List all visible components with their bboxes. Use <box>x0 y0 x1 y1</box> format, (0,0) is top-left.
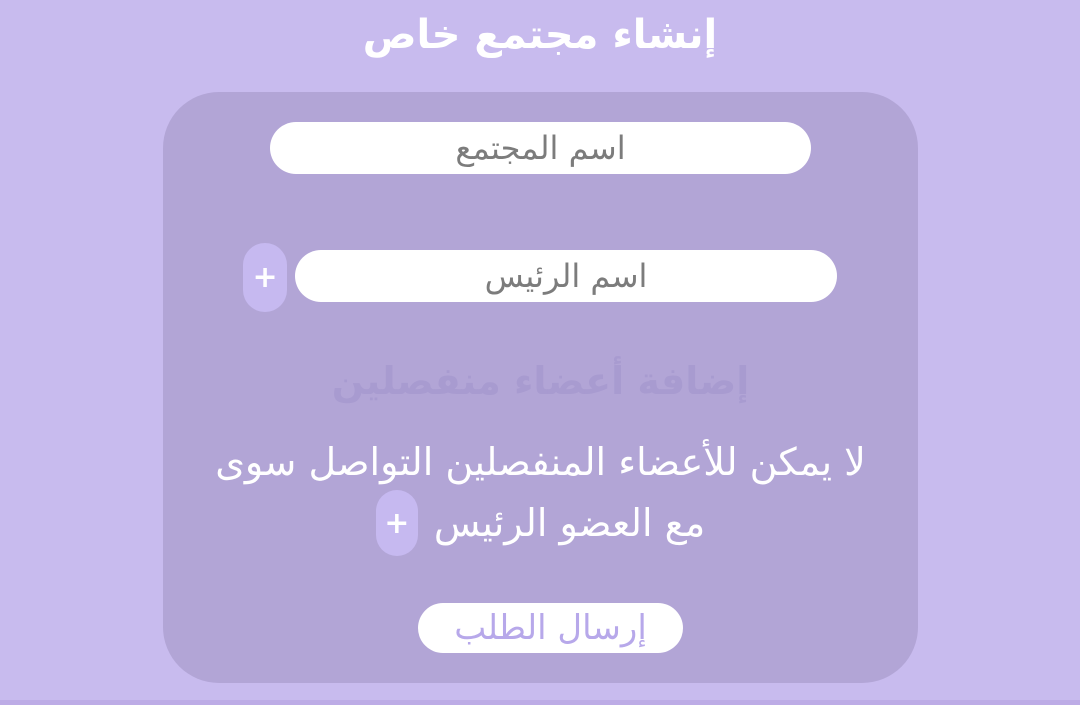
info-text-line1: لا يمكن للأعضاء المنفصلين التواصل سوى <box>215 440 866 484</box>
info-text-line2 <box>163 490 918 556</box>
add-president-button[interactable] <box>243 243 287 312</box>
add-separated-member-button[interactable] <box>376 490 418 556</box>
community-name-input[interactable] <box>270 122 811 174</box>
submit-request-button[interactable]: إرسال الطلب <box>418 603 683 653</box>
page-title: إنشاء مجتمع خاص <box>362 12 718 58</box>
plus-icon: + <box>384 505 410 541</box>
info-text <box>163 436 918 556</box>
create-community-card <box>163 92 918 683</box>
plus-icon: + <box>252 260 278 295</box>
president-name-input[interactable] <box>295 250 837 302</box>
bottom-edge-strip <box>0 700 1080 705</box>
separated-members-heading: إضافة أعضاء منفصلين <box>331 359 750 403</box>
info-text-line2-label: مع العضو الرئيس <box>433 501 706 545</box>
